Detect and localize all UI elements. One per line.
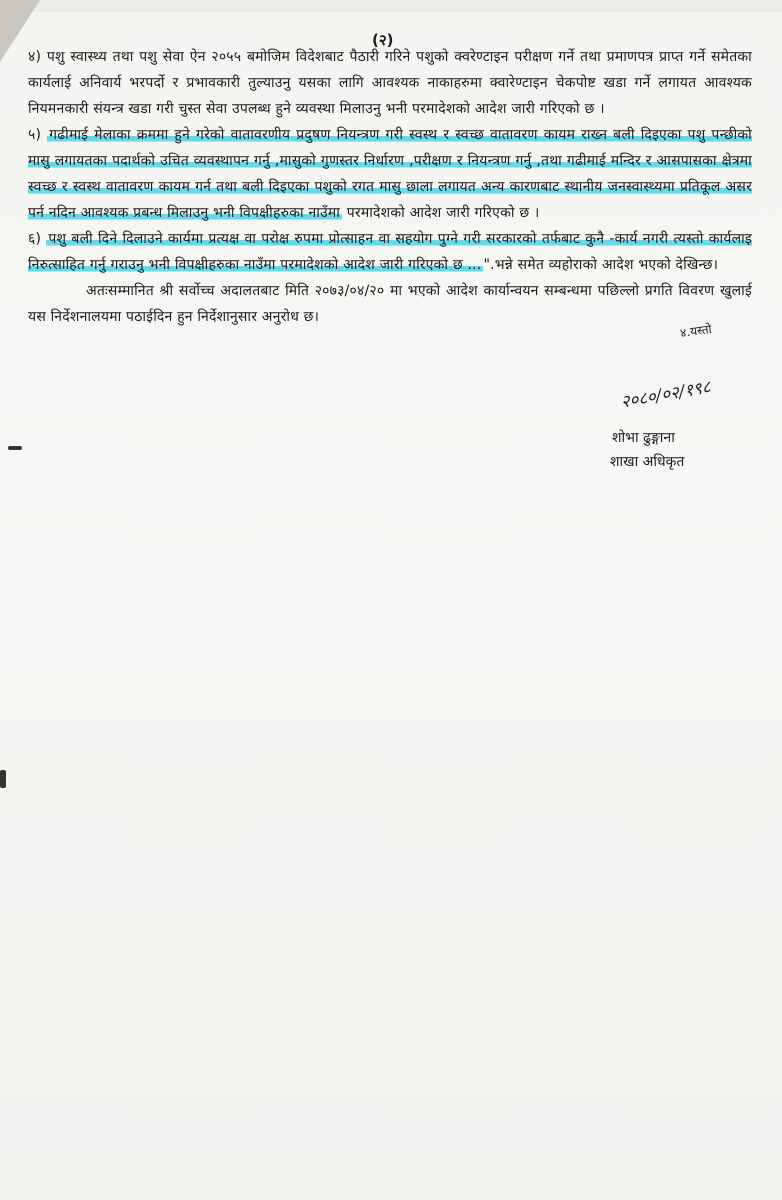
document-body (28, 44, 752, 330)
paragraph-text: ".भन्ने समेत व्यहोराको आदेश भएको देखिन्छ। (483, 257, 719, 273)
highlighted-text: गढीमाई मेलाका क्रममा हुने गरेको वातावरणीय प्रदुषण नियन्त्रण गरी स्वस्थ र स्वच्छ वातावरण कायम राख्न बली दिइएका पशु पन्छीको मासु लगायतका पदार्थको उचित व्यवस्थापन गर्नु ,मासुको गुणस्तर निर्धारण ,परीक्षण र नियन्त्रण गर्नु ,तथा गढीमाई मन्दिर र आसपासका क्षेत्रमा स्वच्छ र स्वस्थ वातावरण कायम गर्न तथा बली दिइएका पशुको रगत मासु छाला लगायत अन्य कारणबाट स्थानीय जनस्वास्थ्यमा प्रतिकूल असर पर्न नदिन आवश्यक प्रबन्ध मिलाउनु भनी विपक्षीहरुका नाउँमा (28, 127, 752, 221)
page-number: (२) (372, 31, 394, 49)
paragraph-closing (28, 278, 752, 330)
paragraph-item5 (28, 122, 752, 226)
paragraph-item6 (28, 226, 752, 278)
handwritten-margin-note: ४.यस्तो (679, 321, 713, 341)
highlighted-text: पशु बली दिने दिलाउने कार्यमा प्रत्यक्ष वा परोक्ष रुपमा प्रोत्साहन वा सहयोग पुग्ने गरी सरकारको तर्फबाट कुनै -कार्य नगरी त्यस्तो कार्यलाइ निरुत्साहित गर्नु गराउनु भनी विपक्षीहरुका नाउँमा परमादेशको आदेश जारी गरिएको छ ... (28, 231, 752, 273)
punch-hole-mark (0, 770, 6, 788)
punch-hole-mark (8, 446, 22, 450)
paragraph-item4 (28, 44, 752, 122)
scan-top-edge (0, 0, 782, 12)
paragraph-text: ६) (28, 231, 47, 247)
paragraph-text: अतःसम्मानित श्री सर्वोच्च अदालतबाट मिति २०७३/०४/२० मा भएको आदेश कार्यान्वयन सम्बन्धमा पछिल्लो प्रगति विवरण खुलाई यस निर्देशनालयमा पठाईदिन हुन निर्देशानुसार अनुरोध छ। (28, 283, 752, 325)
signatory-name: शोभा ढुङ्गाना (612, 430, 675, 446)
signatory-title: शाखा अधिकृत (610, 454, 685, 470)
paragraph-text: ४) पशु स्वास्थ्य तथा पशु सेवा ऐन २०५५ बमोजिम विदेशबाट पैठारी गरिने पशुको क्वरेण्टाइन परीक्षण गर्ने तथा प्रमाणपत्र प्राप्त गर्ने समेतका कार्यलाई अनिवार्य भरपर्दो र प्रभावकारी तुल्याउनु यसका लागि आवश्यक नाकाहरुमा क्वारेण्टाइन चेकपोष्ट खडा गर्ने लगायत आवश्यक नियमनकारी संयन्त्र खडा गरी चुस्त सेवा उपलब्ध हुने व्यवस्था मिलाउनु भनी परमादेशको आदेश जारी गरिएको छ । (28, 49, 752, 117)
handwritten-signature-date: २०८०/०२/१९८ (619, 377, 713, 413)
paragraph-text: परमादेशको आदेश जारी गरिएको छ । (342, 205, 540, 221)
paragraph-text: ५) (28, 127, 48, 143)
